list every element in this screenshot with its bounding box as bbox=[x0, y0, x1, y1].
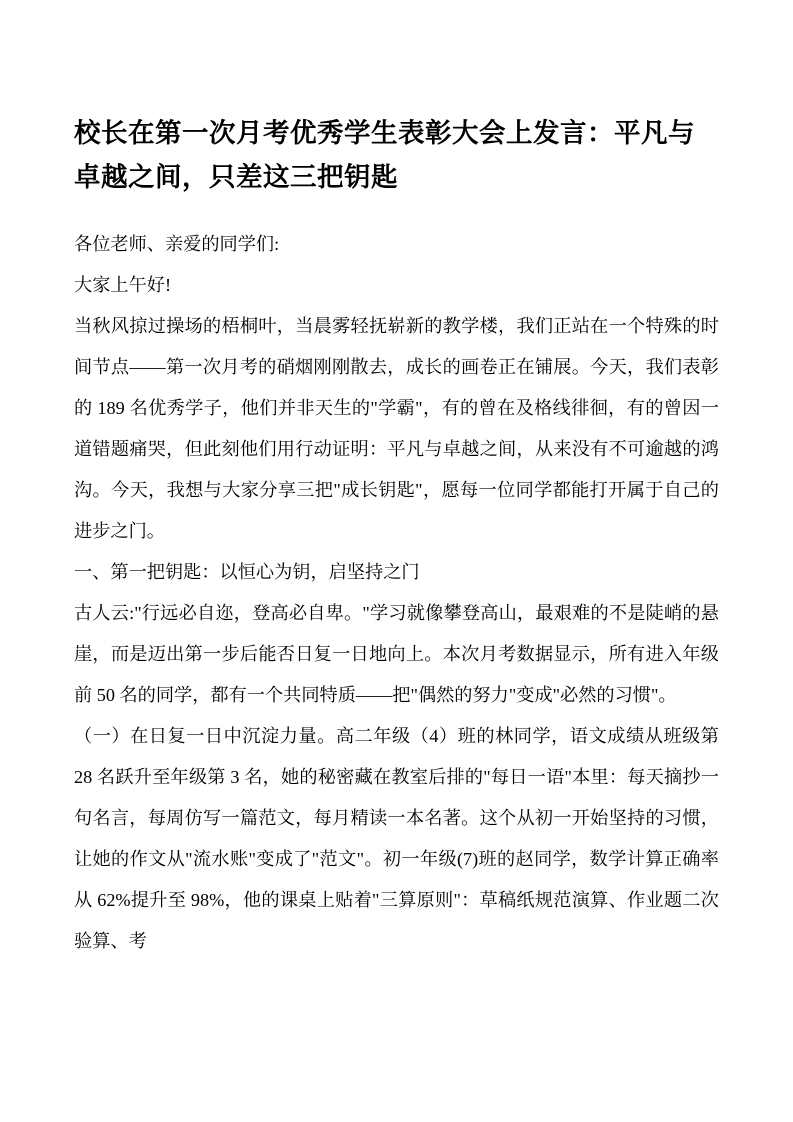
paragraph-salutation: 各位老师、亲爱的同学们: bbox=[74, 234, 280, 254]
paragraph-intro: 当秋风掠过操场的梧桐叶，当晨雾轻抚崭新的教学楼，我们正站在一个特殊的时间节点——第一次月考的硝烟刚刚散去，成长的画卷正在铺展。今天，我们表彰的 189 名优秀学子，他们并非天生的"学霸"，有的曾在及格线徘徊，有的曾因一道错题痛哭，但此刻他们用行动证明：平凡与卓越之间，从来没有不可逾越的鸿沟。今天，我想与大家分享三把"成长钥匙"，愿每一位同学都能打开属于自己的进步之门。 bbox=[74, 316, 719, 541]
paragraph-greeting: 大家上午好! bbox=[74, 275, 171, 295]
paragraph-section-one-body: 古人云:"行远必自迩，登高必自卑。"学习就像攀登高山，最艰难的不是陡峭的悬崖，而是迈出第一步后能否日复一日地向上。本次月考数据显示，所有进入年级前 50 名的同学，都有一个共同特质——把"偶然的努力"变成"必然的习惯"。 bbox=[74, 603, 719, 705]
paragraph-section-heading-one: 一、第一把钥匙：以恒心为钥，启坚持之门 bbox=[74, 562, 420, 582]
page-title: 校长在第一次月考优秀学生表彰大会上发言：平凡与卓越之间，只差这三把钥匙 bbox=[74, 118, 695, 193]
paragraph-subsection-one: （一）在日复一日中沉淀力量。高二年级（4）班的林同学，语文成绩从班级第 28 名跃升至年级第 3 名，她的秘密藏在教室后排的"每日一语"本里：每天摘抄一句名言，每周仿写一篇范文，每月精读一本名著。这个从初一开始坚持的习惯，让她的作文从"流水账"变成了"范文"。初一年级(7)班的赵同学，数学计算正确率从 62%提升至 98%，他的课桌上贴着"三算原则"：草稿纸规范演算、作业题二次验算、考 bbox=[74, 726, 719, 951]
